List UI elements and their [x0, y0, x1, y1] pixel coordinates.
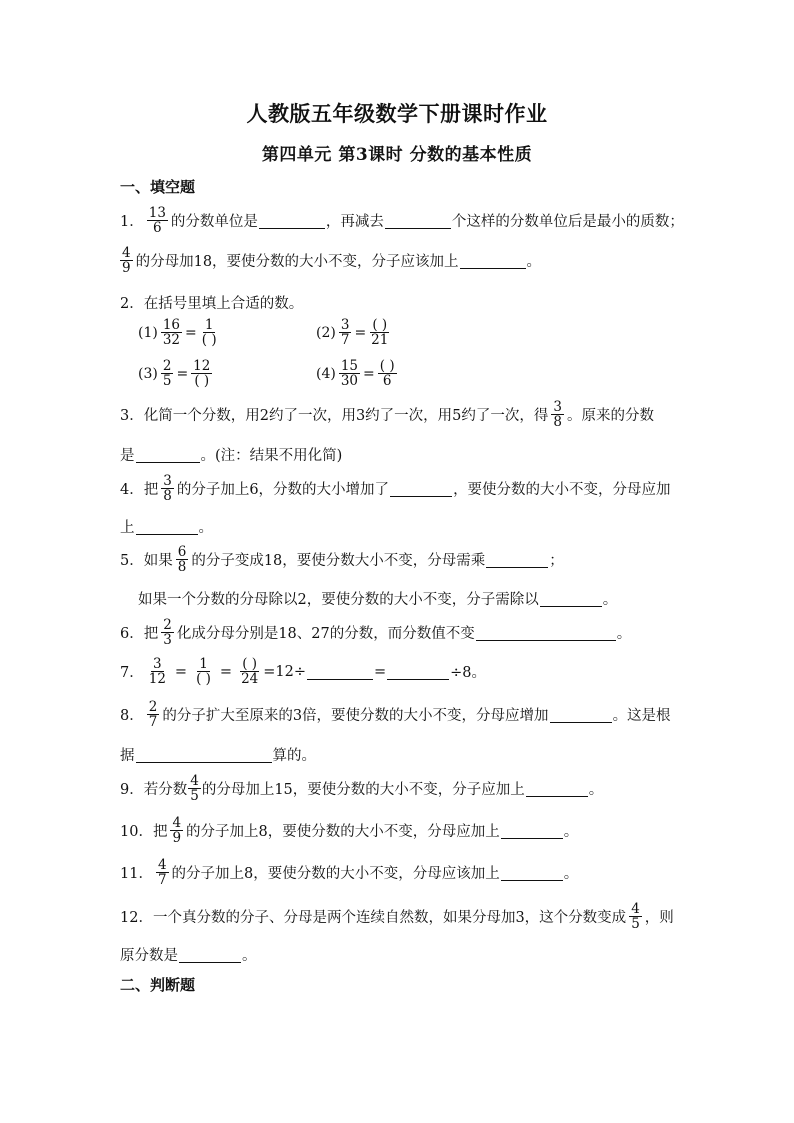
question-4-line-1 — [120, 474, 671, 503]
fraction — [378, 359, 397, 388]
denominator: 7 — [148, 714, 158, 731]
numerator: 2 — [162, 358, 172, 374]
item-label: (4) — [316, 365, 336, 382]
numerator: 1 — [199, 656, 208, 672]
question-2: 2．在括号里填上合适的数。 — [120, 296, 304, 312]
fraction-3-12 — [147, 657, 168, 686]
answer-blank[interactable] — [486, 552, 548, 568]
q8-text: 的分子扩大至原来的3倍，要使分数的大小不变，分母应增加 — [162, 708, 549, 725]
question-1-line-2 — [117, 246, 541, 275]
item-label: (1) — [138, 324, 158, 341]
denominator: 9 — [172, 830, 182, 847]
q4-text: 。 — [198, 520, 213, 536]
q12-text: 。 — [242, 948, 257, 964]
q6-text: 6．把 — [120, 626, 159, 643]
question-5-line-2 — [138, 588, 617, 609]
numerator-blank[interactable]: ( ) — [242, 656, 258, 672]
q9-text: 9．若分数 — [120, 782, 188, 799]
fraction-4-9 — [120, 246, 133, 275]
q11-text: 。 — [563, 866, 579, 883]
denominator-blank[interactable]: ( ) — [201, 332, 217, 349]
equals-sign: = — [176, 365, 189, 382]
denominator: 3 — [163, 632, 172, 649]
denominator-blank[interactable]: ( ) — [194, 373, 210, 390]
q4-text: 上 — [120, 520, 135, 536]
denominator: 30 — [340, 373, 359, 390]
q3-text: 是 — [120, 448, 135, 464]
q2-item-2 — [316, 318, 393, 347]
question-8-line-1 — [120, 700, 671, 729]
item-label: (2) — [316, 324, 336, 341]
denominator: 8 — [177, 559, 187, 576]
q9-text: 。 — [588, 782, 604, 799]
numerator: 6 — [177, 544, 187, 560]
fraction-4-5 — [629, 902, 642, 931]
fraction-3-8 — [161, 474, 174, 503]
denominator-blank[interactable]: ( ) — [196, 671, 211, 688]
answer-blank[interactable] — [540, 591, 602, 607]
q2-item-4 — [316, 359, 400, 388]
q5-text: 如果一个分数的分母除以2，要使分数的大小不变，分子需除以 — [138, 592, 539, 608]
fraction-3-8 — [551, 400, 564, 429]
section-fill-in-blank: 一、填空题 — [120, 178, 196, 196]
q8-text: 算的。 — [272, 748, 316, 764]
fraction-2-7 — [147, 700, 160, 729]
question-4-line-2 — [120, 516, 213, 537]
page-title: 人教版五年级数学下册课时作业 — [246, 101, 548, 126]
equals-sign: = — [185, 324, 197, 341]
question-9 — [120, 774, 603, 803]
q1-text: 。 — [526, 254, 542, 271]
numerator: 3 — [553, 399, 562, 415]
q3-note: 。(注：结果不用化简) — [200, 448, 343, 464]
denominator: 5 — [190, 788, 199, 805]
denominator: 24 — [241, 671, 259, 688]
fraction-2-3 — [161, 618, 174, 647]
q7-text: =12÷ — [263, 663, 306, 680]
q5-text: 的分子变成18，要使分数大小不变，分母需乘 — [191, 553, 486, 570]
answer-blank[interactable] — [460, 253, 526, 269]
q11-text: 11． — [120, 866, 153, 883]
answer-blank[interactable] — [136, 519, 198, 535]
answer-blank[interactable] — [550, 707, 612, 723]
answer-blank[interactable] — [476, 625, 616, 641]
denominator: 6 — [153, 220, 162, 237]
q8-text: 。这是根 — [612, 708, 671, 725]
denominator: 9 — [122, 260, 131, 277]
item-label: (3) — [138, 365, 158, 382]
denominator: 21 — [371, 332, 389, 349]
q1-text: 的分母加18，要使分数的大小不变，分子应该加上 — [135, 254, 459, 271]
q4-text: 的分子加上6，分数的大小增加了 — [176, 482, 390, 499]
q6-text: 。 — [616, 626, 632, 643]
denominator: 5 — [631, 916, 640, 933]
fraction — [161, 318, 182, 347]
answer-blank[interactable] — [526, 781, 588, 797]
question-1-line-1 — [120, 206, 684, 235]
numerator: 3 — [163, 473, 172, 489]
q12-text: 原分数是 — [120, 948, 178, 964]
question-5-line-1 — [120, 545, 564, 574]
q4-text: ，要使分数的大小不变，分母应加 — [453, 482, 671, 499]
numerator-blank[interactable]: ( ) — [379, 358, 395, 374]
fraction — [194, 657, 213, 686]
q5-text: ； — [549, 553, 564, 570]
numerator: 2 — [148, 699, 158, 715]
numerator-blank[interactable]: ( ) — [372, 317, 388, 333]
q1-text: ，再减去 — [325, 214, 384, 231]
q5-text: 。 — [602, 592, 618, 608]
answer-blank[interactable] — [385, 213, 451, 229]
fraction-13-6 — [147, 206, 168, 235]
denominator: 5 — [162, 373, 172, 390]
denominator: 7 — [340, 332, 350, 349]
denominator: 12 — [148, 671, 166, 688]
question-7 — [120, 657, 486, 686]
question-12-line-2 — [120, 944, 257, 965]
equals-sign: = — [219, 663, 233, 680]
question-3-line-2 — [120, 444, 342, 465]
q3-text: 3．化简一个分数，用2约了一次，用3约了一次，用5约了一次，得 — [120, 408, 549, 425]
fraction-4-7 — [156, 858, 169, 887]
q8-text: 据 — [120, 748, 135, 764]
equals-sign: = — [174, 663, 188, 680]
q1-text: 的分数单位是 — [170, 214, 258, 231]
fraction-6-8 — [176, 545, 189, 574]
q2-item-1 — [138, 318, 222, 347]
denominator: 6 — [382, 373, 392, 390]
q12-text: 12．一个真分数的分子、分母是两个连续自然数，如果分母加3，这个分数变成 — [120, 910, 627, 927]
equals-sign: = — [354, 324, 367, 341]
answer-blank[interactable] — [387, 664, 449, 680]
q1-text: 个这样的分数单位后是最小的质数； — [451, 214, 684, 231]
answer-blank[interactable] — [259, 213, 325, 229]
question-10 — [120, 816, 578, 845]
fraction — [191, 359, 212, 388]
denominator: 32 — [162, 332, 181, 349]
q9-text: 的分母加上15，要使分数的大小不变，分子应加上 — [201, 782, 525, 799]
fraction — [339, 359, 360, 388]
question-12-line-1 — [120, 902, 674, 931]
numerator: 13 — [148, 205, 166, 221]
q10-text: 的分子加上8，要使分数的大小不变，分母应加上 — [186, 824, 500, 841]
numerator: 4 — [631, 901, 640, 917]
denominator: 8 — [163, 488, 172, 505]
answer-blank[interactable] — [179, 947, 241, 963]
q11-text: 的分子加上8，要使分数的大小不变，分母应该加上 — [171, 866, 500, 883]
numerator: 3 — [153, 656, 162, 672]
answer-blank[interactable] — [390, 481, 452, 497]
q10-text: 10．把 — [120, 824, 168, 841]
q5-text: 5．如果 — [120, 553, 173, 570]
q2-item-3 — [138, 359, 215, 388]
q7-text: ÷8。 — [450, 665, 487, 682]
question-3-line-1 — [120, 400, 654, 429]
question-6 — [120, 618, 631, 647]
fraction-4-5 — [188, 774, 201, 803]
numerator: 4 — [122, 245, 131, 261]
q12-text: ，则 — [644, 910, 674, 927]
q10-text: 。 — [563, 824, 579, 841]
q1-number: 1． — [120, 214, 144, 231]
numerator: 1 — [204, 317, 214, 333]
numerator: 2 — [163, 617, 172, 633]
fraction — [161, 359, 174, 388]
denominator: 7 — [157, 872, 167, 889]
page-subtitle: 第四单元 第3课时 分数的基本性质 — [261, 145, 533, 165]
numerator: 16 — [162, 317, 181, 333]
question-11 — [120, 858, 578, 887]
answer-blank[interactable] — [501, 865, 563, 881]
answer-blank[interactable] — [307, 664, 373, 680]
numerator: 4 — [157, 857, 167, 873]
answer-blank[interactable] — [136, 447, 200, 463]
numerator: 12 — [193, 358, 211, 374]
answer-blank[interactable] — [501, 823, 563, 839]
q7-text: 7． — [120, 665, 144, 682]
fraction-4-9 — [170, 816, 183, 845]
fraction — [239, 657, 260, 686]
q4-text: 4．把 — [120, 482, 159, 499]
section-true-false: 二、判断题 — [120, 976, 196, 994]
q8-text: 8． — [120, 708, 144, 725]
numerator: 4 — [190, 773, 199, 789]
fraction — [200, 318, 219, 347]
denominator: 8 — [553, 414, 562, 431]
q6-text: 化成分母分别是18、27的分数，而分数值不变 — [176, 626, 475, 643]
numerator: 15 — [340, 358, 359, 374]
equals-sign: = — [363, 365, 375, 382]
fraction — [339, 318, 352, 347]
numerator: 3 — [340, 317, 350, 333]
answer-blank[interactable] — [136, 747, 272, 763]
q7-text: = — [374, 663, 387, 680]
fraction — [369, 318, 390, 347]
q3-text: 。原来的分数 — [567, 408, 654, 425]
question-8-line-2 — [120, 744, 316, 765]
numerator: 4 — [172, 815, 182, 831]
